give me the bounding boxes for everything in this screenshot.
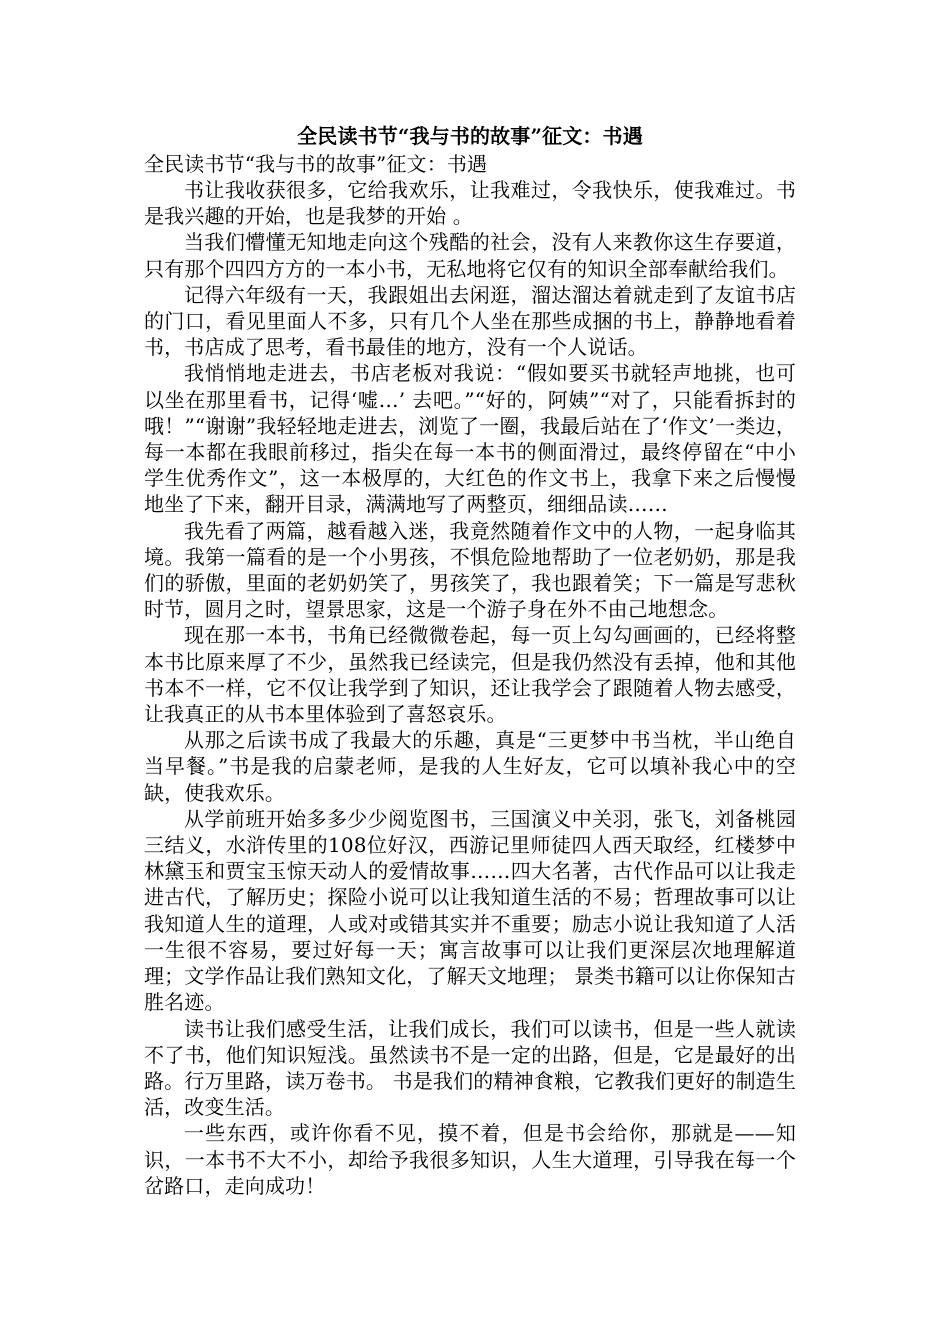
paragraph: 书让我收获很多，它给我欢乐，让我难过，令我快乐，使我难过。书是我兴趣的开始，也是我梦的开始 。 [144,178,796,229]
paragraph: 一些东西，或许你看不见，摸不着，但是书会给你，那就是——知识，一本书不大不小，却给予我很多知识，人生大道理，引导我在每一个岔路口，走向成功！ [144,1121,796,1198]
paragraph: 从那之后读书成了我最大的乐趣，真是“三更梦中书当枕，半山绝自当早餐。”书是我的启蒙老师，是我的人生好友，它可以填补我心中的空缺，使我欢乐。 [144,728,796,805]
document-page [144,121,796,1199]
document-title: 全民读书节“我与书的故事”征文：书遇 [297,124,643,148]
paragraph: 记得六年级有一天，我跟姐出去闲逛，溜达溜达着就走到了友谊书店的门口，看见里面人不多，只有几个人坐在那些成捆的书上，静静地看着书，书店成了思考，看书最佳的地方，没有一个人说话。 [144,282,796,360]
paragraph: 现在那一本书，书角已经微微卷起，每一页上勾勾画画的，已经将整本书比原来厚了不少，虽然我已经读完，但是我仍然没有丢掉，他和其他书本不一样，它不仅让我学到了知识，还让我学会了跟随着人物去感受，让我真正的从书本里体验到了喜怒哀乐。 [144,623,796,727]
paragraph: 当我们懵懂无知地走向这个残酷的社会，没有人来教你这生存要道，只有那个四四方方的一本小书，无私地将它仅有的知识全部奉献给我们。 [144,230,796,281]
paragraph: 读书让我们感受生活，让我们成长，我们可以读书，但是一些人就读不了书，他们知识短浅。虽然读书不是一定的出路，但是，它是最好的出路。行万里路，读万卷书。 书是我们的精神食粮，它教我们更好的制造生活，改变生活。 [144,1016,796,1120]
paragraph: 从学前班开始多多少少阅览图书，三国演义中关羽，张飞，刘备桃园三结义，水浒传里的108位好汉，西游记里师徒四人西天取经，红楼梦中林黛玉和贾宝玉惊天动人的爱情故事……四大名著，古代作品可以让我走进古代，了解历史；探险小说可以让我知道生活的不易；哲理故事可以让我知道人生的道理，人或对或错其实并不重要；励志小说让我知道了人活一生很不容易，要过好每一天；寓言故事可以让我们更深层次地理解道理；文学作品让我们熟知文化，了解天文地理； 景类书籍可以让你保知古胜名迹。 [144,806,796,1015]
paragraph: 我先看了两篇，越看越入迷，我竟然随着作文中的人物，一起身临其境。我第一篇看的是一个小男孩，不惧危险地帮助了一位老奶奶，那是我们的骄傲，里面的老奶奶笑了，男孩笑了，我也跟着笑；下一篇是写悲秋时节，圆月之时，望景思家，这是一个游子身在外不由己地想念。 [144,518,796,622]
paragraph: 我悄悄地走进去，书店老板对我说：“假如要买书就轻声地挑，也可以坐在那里看书，记得‘嘘…’ 去吧。”“好的，阿姨”“对了，只能看拆封的哦！”“谢谢”我轻轻地走进去，浏览了一圈，我最后站在了‘作文’一类边，每一本都在我眼前移过，指尖在每一本书的侧面滑过，最终停留在“中小学生优秀作文”，这一本极厚的，大红色的作文书上，我拿下来之后慢慢地坐了下来，翻开目录，满满地写了两整页，细细品读…… [144,361,796,517]
document-subtitle: 全民读书节“我与书的故事”征文：书遇 [144,152,488,176]
